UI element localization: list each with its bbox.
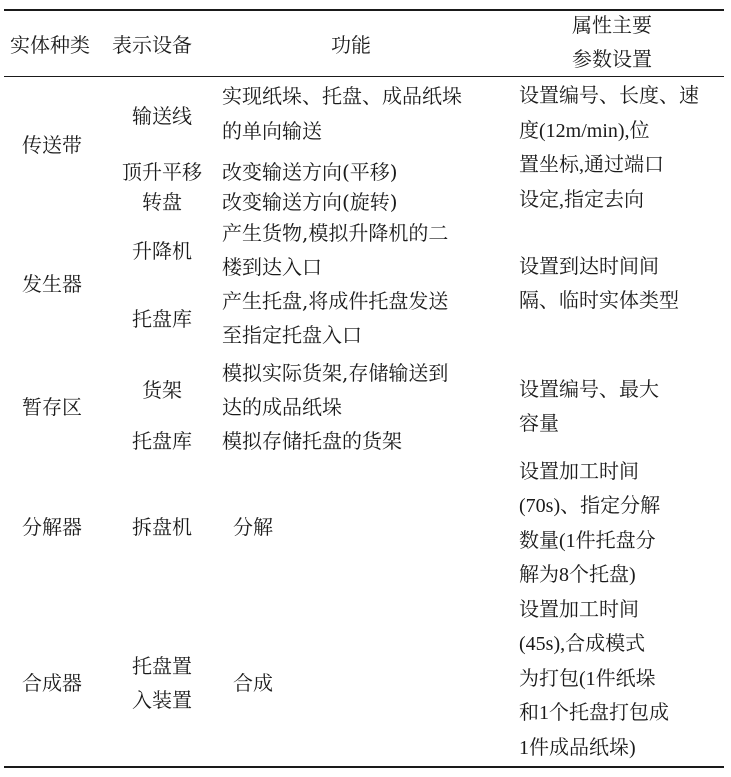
device-name: 输送线	[132, 104, 192, 128]
table-bottom-rule	[4, 766, 724, 768]
device-name: 入装置	[132, 688, 192, 712]
function-text: 产生托盘,将成件托盘发送	[222, 289, 449, 313]
header-attributes-line1: 属性主要	[572, 13, 652, 37]
attribute-text: 设置编号、最大	[519, 379, 659, 401]
function-text: 分解	[233, 515, 273, 539]
device-name: 托盘库	[132, 429, 192, 453]
function-text: 模拟实际货架,存储输送到	[222, 361, 449, 385]
table-top-rule	[4, 9, 724, 11]
function-text: 楼到达入口	[222, 255, 322, 279]
device-name: 升降机	[132, 239, 192, 263]
attribute-text: 1件成品纸垛)	[519, 737, 636, 759]
function-text: 模拟存储托盘的货架	[222, 429, 402, 453]
entity-combiner: 合成器	[22, 671, 82, 695]
attribute-text: 解为8个托盘)	[519, 564, 636, 586]
device-name: 顶升平移	[122, 160, 202, 184]
attribute-text: 设置加工时间	[519, 461, 639, 483]
function-text: 合成	[233, 671, 273, 695]
function-text: 实现纸垛、托盘、成品纸垛	[222, 84, 462, 108]
entity-generator: 发生器	[22, 272, 82, 296]
attribute-text: (70s)、指定分解	[519, 495, 661, 517]
function-text: 达的成品纸垛	[222, 395, 342, 419]
device-name: 托盘置	[132, 654, 192, 678]
device-name: 货架	[142, 378, 182, 402]
entity-buffer: 暂存区	[22, 395, 82, 419]
header-function: 功能	[331, 33, 371, 57]
attribute-text: 设置编号、长度、速	[519, 85, 699, 107]
attribute-text: 容量	[519, 413, 559, 435]
function-text: 的单向输送	[222, 119, 322, 143]
header-entity-type: 实体种类	[10, 33, 90, 57]
function-text: 至指定托盘入口	[222, 323, 362, 347]
attribute-text: 为打包(1件纸垛	[519, 668, 656, 690]
function-text: 改变输送方向(旋转)	[222, 190, 398, 214]
attribute-text: 数量(1件托盘分	[519, 530, 656, 552]
attribute-text: 置坐标,通过端口	[519, 154, 664, 176]
entity-conveyor: 传送带	[22, 133, 82, 157]
attribute-text: 设定,指定去向	[519, 189, 644, 211]
device-name: 转盘	[142, 190, 182, 214]
function-text: 产生货物,模拟升降机的二	[222, 221, 449, 245]
device-name: 拆盘机	[132, 515, 192, 539]
attribute-text: 度(12m/min),位	[519, 120, 650, 142]
entity-decomposer: 分解器	[22, 515, 82, 539]
attribute-text: 设置到达时间间	[519, 256, 659, 278]
attribute-text: 隔、临时实体类型	[519, 290, 679, 312]
function-text: 改变输送方向(平移)	[222, 160, 398, 184]
attribute-text: 设置加工时间	[519, 599, 639, 621]
header-attributes-line2: 参数设置	[572, 47, 652, 71]
attribute-text: (45s),合成模式	[519, 633, 646, 655]
header-device: 表示设备	[112, 33, 192, 57]
header-bottom-rule	[4, 76, 724, 77]
attribute-text: 和1个托盘打包成	[519, 702, 669, 724]
device-name: 托盘库	[132, 307, 192, 331]
